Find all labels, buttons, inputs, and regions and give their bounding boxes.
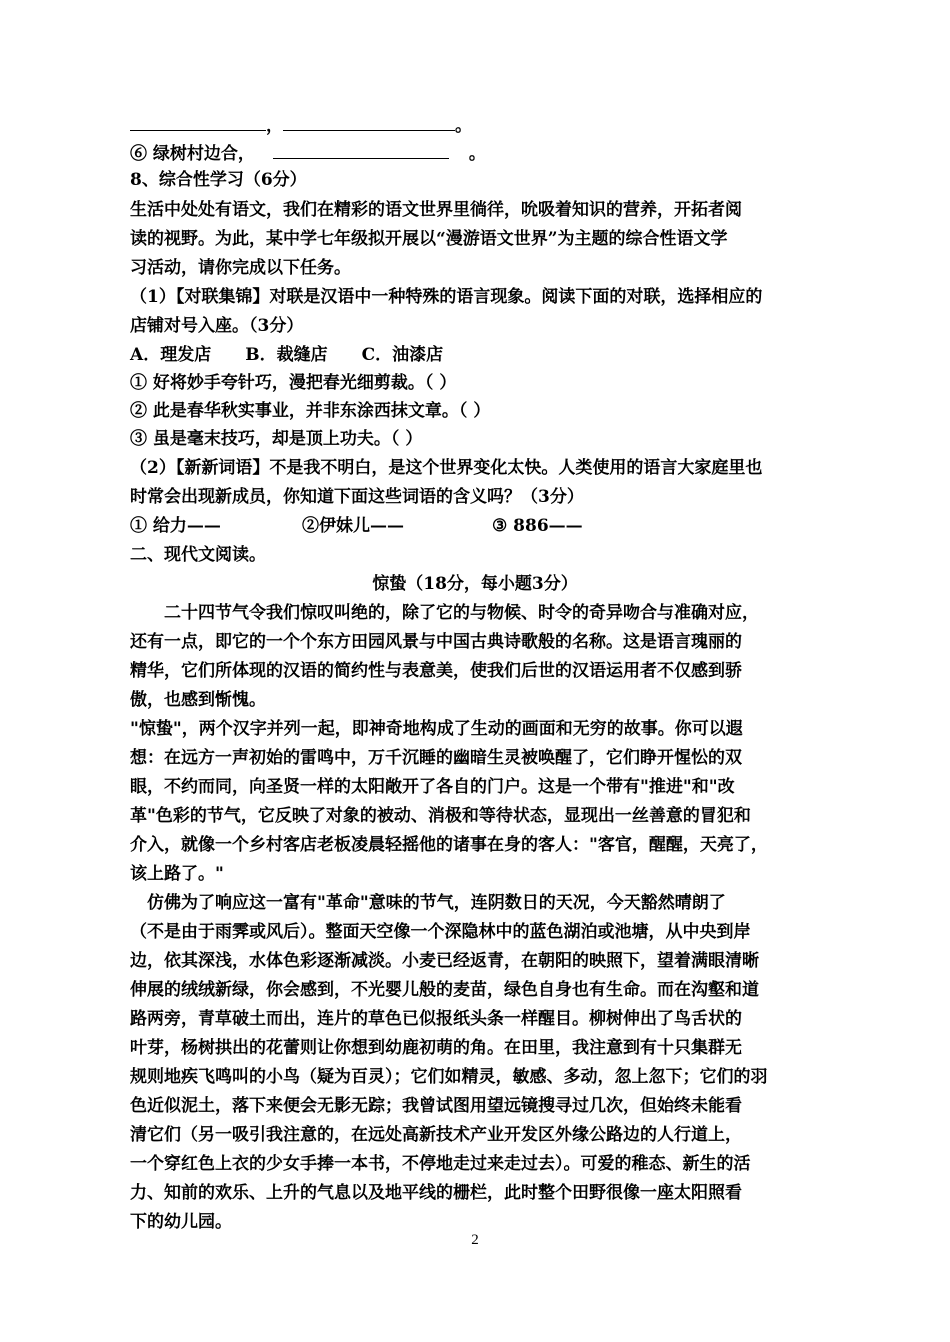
article-line: 叶芽，杨树拱出的花蕾则让你想到幼鹿初萌的角。在田里，我注意到有十只集群无 [130,1038,742,1058]
article-line: 伸展的绒绒新绿，你会感到，不光婴儿般的麦苗，绿色自身也有生命。而在沟壑和道 [130,980,759,1000]
poem-line-six [130,140,830,166]
article-line: 一个穿红色上衣的少女手捧一本书，不停地走过来走过去）。可爱的稚态、新生的活 [130,1154,751,1174]
article-line: 介入，就像一个乡村客店老板凌晨轻摇他的诸事在身的客人："客官，醒醒，天亮了， [130,835,768,855]
article-line: 该上路了。" [130,864,224,884]
article-line: 路两旁，青草破土而出，连片的草色已似报纸头条一样醒目。柳树伸出了鸟舌状的 [130,1009,742,1029]
new-words [130,514,830,538]
article-line: 革"色彩的节气，它反映了对象的被动、消极和等待状态，显现出一丝善意的冒犯和 [130,806,751,826]
period: 。 [468,144,486,164]
comma: ， [266,116,283,136]
option-b: B．裁缝店 [245,345,328,365]
article-line: 清它们（另一吸引我注意的，在远处高新技术产业开发区外缘公路边的人行道上， [130,1125,742,1145]
article-line: 想：在远方一声初始的雷鸣中，万千沉睡的幽暗生灵被唤醒了，它们睁开惺忪的双 [130,748,742,768]
q8-intro-line: 生活中处处有语文，我们在精彩的语文世界里徜徉，吮吸着知识的营养，开拓者阅 [130,200,742,220]
couplet-item: ③ 虽是毫末技巧，却是顶上功夫。（ ） [130,429,423,449]
question-8-title: 8、综合性学习（6分） [130,170,307,190]
article-line: 眼，不约而同，向圣贤一样的太阳敞开了各自的门户。这是一个带有"推进"和"改 [130,777,735,797]
option-c: C．油漆店 [361,345,444,365]
article-line: 力、知前的欢乐、上升的气息以及地平线的栅栏，此时整个田野很像一座太阳照看 [130,1183,742,1203]
section-heading: 二、现代文阅读。 [130,545,266,565]
answer-blank[interactable] [283,112,455,131]
part1-line: （1）【对联集锦】对联是汉语中一种特殊的语言现象。阅读下面的对联，选择相应的 [130,287,763,307]
answer-blank[interactable] [130,112,266,131]
couplet-item: ① 好将妙手夸针巧，漫把春光细剪裁。（ ） [130,373,457,393]
word-886: ③ 886—— [492,516,583,536]
article-line: 还有一点，即它的一个个东方田园风景与中国古典诗歌般的名称。这是语言瑰丽的 [130,632,742,652]
article-line: "惊蛰"，两个汉字并列一起，即神奇地构成了生动的画面和无穷的故事。你可以遐 [130,719,743,739]
shop-options [130,343,830,367]
q8-intro-line: 习活动，请你完成以下任务。 [130,258,351,278]
article-line: 规则地疾飞鸣叫的小鸟（疑为百灵）；它们如精灵，敏感、多动，忽上忽下；它们的羽 [130,1067,768,1087]
article-line: 仿佛为了响应这一富有"革命"意味的节气，连阴数日的天况，今天豁然晴朗了 [130,893,726,913]
article-line: （不是由于雨霁或风后）。整面天空像一个深隐林中的蓝色湖泊或池塘，从中央到岸 [130,922,751,942]
fill-blank-line [130,112,830,138]
poem-text: ⑥ 绿树村边合， [130,144,255,164]
page-number: 2 [471,1232,479,1248]
answer-blank[interactable] [273,140,449,159]
period: 。 [455,116,472,136]
article-title: 惊蛰（18分，每小题3分） [372,574,578,594]
part2-line: （2）【新新词语】不是我不明白，是这个世界变化太快。人类使用的语言大家庭里也 [130,458,763,478]
article-line: 色近似泥土，落下来便会无影无踪；我曾试图用望远镜搜寻过几次，但始终未能看 [130,1096,742,1116]
word-yimeier: ②伊妹儿—— [302,516,404,536]
article-line: 二十四节气令我们惊叹叫绝的，除了它的与物候、时令的奇异吻合与准确对应， [130,603,759,623]
q8-intro-line: 读的视野。为此，某中学七年级拟开展以“漫游语文世界”为主题的综合性语文学 [130,229,728,249]
article-line: 下的幼儿园。 [130,1212,232,1232]
article-line: 傲，也感到惭愧。 [130,690,266,710]
word-geili: ① 给力—— [130,516,221,536]
part2-line: 时常会出现新成员，你知道下面这些词语的含义吗？（3分） [130,487,584,507]
article-line: 精华，它们所体现的汉语的简约性与表意美，使我们后世的汉语运用者不仅感到骄 [130,661,742,681]
part1-line: 店铺对号入座。（3分） [130,316,304,336]
article-line: 边，依其深浅，水体色彩逐渐减淡。小麦已经返青，在朝阳的映照下，望着满眼清晰 [130,951,759,971]
couplet-item: ② 此是春华秋实事业，并非东涂西抹文章。（ ） [130,401,491,421]
option-a: A．理发店 [130,345,212,365]
